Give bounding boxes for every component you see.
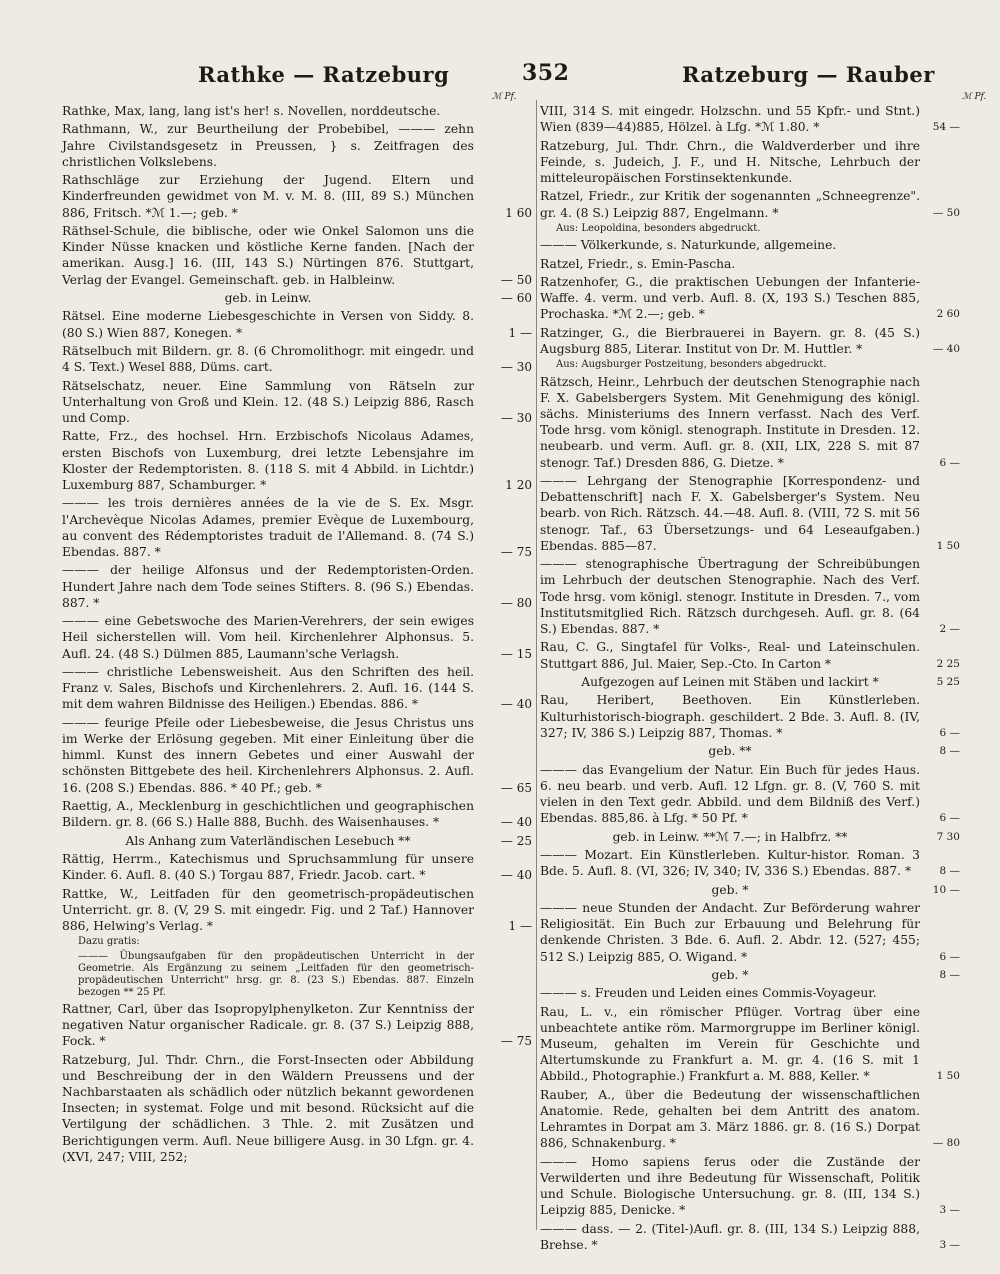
entry-text: Aufgezogen auf Leinen mit Stäben und lackirt * (581, 674, 879, 689)
entry-price: — 65 (500, 780, 532, 795)
catalog-entry (62, 121, 532, 170)
entry-price: 8 — (939, 865, 960, 878)
catalog-entry (540, 967, 960, 983)
entry-price: 1 — (508, 325, 532, 340)
entry-price: 6 — (939, 950, 960, 963)
catalog-entry (540, 900, 960, 965)
entry-text: Raettig, A., Mecklenburg in geschichtlichen und geographischen Bildern. gr. 8. (66 S.) Halle 888, Buchh. des Waisenhauses. * (62, 798, 474, 830)
catalog-entry (540, 829, 960, 845)
entry-text: geb. ** (708, 744, 752, 759)
catalog-entry (540, 274, 960, 323)
entry-price: 1 60 (505, 205, 532, 220)
catalog-entry (540, 847, 960, 879)
entry-price: — 40 (500, 697, 532, 712)
entry-text: Ratzeburg, Jul. Thdr. Chrn., die Forst-Insecten oder Abbildung und Beschreibung der in den Wäldern Preussens und der Nachbarstaaten als schädlich oder nützlich bekannt gewordenen Insecten; in systemat. Folge und mit besond. Rücksicht auf die Vertilgung der schädlichen. 3 Thle. 2. mit Zusätzen und Berichtigungen verm. Aufl. Neue billigere Ausg. in 30 Lfgn. gr. 4. (XVI, 247; VIII, 252; (62, 1052, 474, 1164)
catalog-entry (62, 172, 532, 221)
entry-text: Räthsel-Schule, die biblische, oder wie Onkel Salomon uns die Kinder Nüsse knacken und köstliche Kerne fanden. [Nach der amerikan. Ausg.] 16. (III, 143 S.) Nürtingen 876. Stuttgart, Verlag der Evangel. Gemeinschaft. geb. in Halbleinw. (62, 223, 474, 287)
entry-text: Rättig, Herrm., Katechismus und Spruchsammlung für unsere Kinder. 6. Aufl. 8. (40 S.) Torgau 887, Friedr. Jacob. cart. * (62, 851, 474, 883)
catalog-entry (62, 833, 532, 849)
catalog-entry (62, 613, 532, 662)
entry-text: ——— christliche Lebensweisheit. Aus den Schriften des heil. Franz v. Sales, Bischofs und Kirchenlehrers. 2. Aufl. 16. (144 S. mit dem wahren Bildnisse des Heiligen.) Ebendas. 886. * (62, 664, 474, 712)
catalog-entry (62, 886, 532, 935)
entry-text: geb. * (711, 882, 749, 897)
catalog-entry (62, 378, 532, 427)
entry-text: ——— Lehrgang der Stenographie [Korrespondenz- und Debattenschrift] nach F. X. Gabelsberger's System. Neu bearb. von Rich. Rätzsch. 44.—48. Aufl. 8. (VIII, 72 S. mit 56 stenogr. Taf., 63 Übersetzungs- und 64 Leseaufgaben.) Ebendas. 885—87. (540, 473, 920, 553)
catalog-entry (540, 359, 960, 371)
entry-text: Rätselbuch mit Bildern. gr. 8. (6 Chromolithogr. mit eingedr. und 4 S. Text.) Wesel 888, Düms. cart. (62, 343, 474, 375)
catalog-entry (62, 715, 532, 796)
entry-price: 6 — (939, 726, 960, 739)
catalog-entry (540, 674, 960, 690)
catalog-entry (540, 374, 960, 471)
left-currency-header: ℳ Pf. (492, 92, 517, 102)
entry-price: 54 — (932, 121, 960, 134)
right-currency-header: ℳ Pf. (962, 92, 987, 102)
catalog-entry (62, 103, 532, 119)
entry-text: Ratzel, Friedr., zur Kritik der sogenannten „Schneegrenze". gr. 4. (8 S.) Leipzig 887, Engelmann. * (540, 189, 920, 220)
entry-text: ——— Übungsaufgaben für den propädeutischen Unterricht in der Geometrie. Als Ergänzung zu seinem „Leitfaden für den geometrisch-propädeutischen Unterricht" hrsg. gr. 8. (23 S.) Ebendas. 887. Einzeln bezogen ** 25 Pf. (78, 950, 474, 998)
page-number: 352 (522, 60, 570, 86)
entry-text: ——— les trois dernières années de la vie de S. Ex. Msgr. l'Archevèque Nicolas Adames, premier Evèque de Luxembourg, au convent des Rédemptoristes traduit de l'Allemand. 8. (74 S.) Ebendas. 887. * (62, 496, 474, 559)
catalog-entry (62, 851, 532, 883)
entry-price: 2 — (939, 622, 960, 635)
catalog-entry (62, 936, 532, 948)
entry-price: 7 30 (936, 830, 960, 843)
entry-price: — 30 (500, 410, 532, 425)
entry-text: ——— feurige Pfeile oder Liebesbeweise, die Jesus Christus uns im Werke der Erlösung gegeben. Mit einer Einleitung über die himml. Kunst des innern Gebetes und einer Auswahl der schönsten Bittgebete des heil. Kirchenlehrers Alphonsus. 2. Aufl. 16. (208 S.) Ebendas. 886. * 40 Pf.; geb. * (62, 715, 474, 795)
entry-text: Rattner, Carl, über das Isopropylphenylketon. Zur Kenntniss der negativen Natur organischer Radicale. gr. 8. (37 S.) Leipzig 888, Fock. * (62, 1001, 474, 1049)
catalog-entry (62, 1052, 532, 1165)
catalog-entry (540, 325, 960, 357)
catalog-entry (62, 495, 532, 560)
column-divider (536, 100, 537, 1230)
entry-text: geb. in Leinw. **ℳ 7.—; in Halbfrz. ** (612, 829, 848, 844)
entry-text: Rätzsch, Heinr., Lehrbuch der deutschen Stenographie nach F. X. Gabelsbergers System. Mit Genehmigung des königl. sächs. Ministeriums des Innern verfasst. Nach des Verf. Tode hrsg. vom königl. stenograph. Institute in Dresden. 12. neubearb. und verm. Aufl. gr. 8. (XII, LIX, 228 S. mit 87 stenogr. Taf.) Dresden 886, G. Dietze. * (540, 374, 920, 470)
entry-price: 8 — (939, 968, 960, 981)
entry-price: 1 50 (936, 1070, 960, 1083)
catalog-entry (540, 1221, 960, 1253)
entry-text: ——— das Evangelium der Natur. Ein Buch für jedes Haus. 6. neu bearb. und verb. Aufl. 12 Lfgn. gr. 8. (V, 760 S. mit vielen in den Text gedr. Abbild. und dem Bildniß des Verf.) Ebendas. 885,86. à Lfg. * 50 Pf. * (540, 762, 920, 826)
entry-price: — 75 (500, 1034, 532, 1049)
catalog-entry (62, 290, 532, 306)
entry-text: ——— Mozart. Ein Künstlerleben. Kultur-histor. Roman. 3 Bde. 5. Aufl. 8. (VI, 326; IV, 340; IV, 336 S.) Ebendas. 887. * (540, 847, 920, 879)
entry-text: geb. * (711, 967, 749, 982)
catalog-entry (540, 138, 960, 187)
catalog-entry (540, 743, 960, 759)
entry-text: Rätselschatz, neuer. Eine Sammlung von Rätseln zur Unterhaltung von Groß und Klein. 12. (48 S.) Leipzig 886, Rasch und Comp. (62, 378, 474, 425)
catalog-entry (62, 223, 532, 288)
catalog-entry (540, 103, 960, 135)
catalog-entry (540, 1154, 960, 1219)
catalog-entry (540, 1087, 960, 1152)
entry-price: 1 20 (505, 477, 532, 492)
entry-text: Rau, Heribert, Beethoven. Ein Künstlerleben. Kulturhistorisch-biograph. geschildert. 2 Bde. 3. Aufl. 8. (IV, 327; IV, 386 S.) Leipzig 887, Thomas. * (540, 693, 920, 740)
entry-price: — 50 (932, 206, 960, 219)
catalog-entry (540, 882, 960, 898)
catalog-entry (540, 692, 960, 741)
catalog-entry (62, 1001, 532, 1050)
entry-text: Aus: Augsburger Postzeitung, besonders abgedruckt. (556, 359, 827, 371)
entry-text: Ratzinger, G., die Bierbrauerei in Bayern. gr. 8. (45 S.) Augsburg 885, Literar. Institut von Dr. M. Huttler. * (540, 325, 920, 356)
catalog-entry (540, 985, 960, 1001)
entry-text: ——— der heilige Alfonsus und der Redemptoristen-Orden. Hundert Jahre nach dem Tode seines Stifters. 8. (96 S.) Ebendas. 887. * (62, 563, 474, 610)
catalog-entry (540, 1004, 960, 1085)
catalog-entry (540, 762, 960, 827)
entry-price: — 40 (932, 342, 960, 355)
entry-price: 2 25 (936, 657, 960, 670)
entry-text: ——— Homo sapiens ferus oder die Zustände der Verwilderten und ihre Bedeutung für Wissenschaft, Politik und Schule. Biologische Untersuchung. gr. 8. (III, 134 S.) Leipzig 885, Denicke. * (540, 1154, 920, 1218)
entry-text: ——— eine Gebetswoche des Marien-Verehrers, der sein ewiges Heil sicherstellen will. Vom heil. Kirchenlehrer Alphonsus. 5. Aufl. 24. (48 S.) Dülmen 885, Laumann'sche Verlagsh. (62, 614, 474, 661)
entry-text: Rathschläge zur Erziehung der Jugend. Eltern und Kinderfreunden gewidmet von M. v. M. 8. (III, 89 S.) München 886, Fritsch. *ℳ 1.—; geb. * (62, 173, 474, 220)
entry-price: 3 — (939, 1239, 960, 1252)
entry-price: 1 50 (936, 539, 960, 552)
entry-text: Rätsel. Eine moderne Liebesgeschichte in Versen von Siddy. 8. (80 S.) Wien 887, Konegen. * (62, 309, 474, 340)
left-running-title: Rathke — Ratzeburg (198, 62, 450, 87)
catalog-entry (62, 343, 532, 375)
entry-text: ——— neue Stunden der Andacht. Zur Beförderung wahrer Religiosität. Ein Buch zur Erbauung und Belehrung für denkende Christen. 3 Bde. 6. Aufl. 2. Abdr. 12. (527; 455; 512 S.) Leipzig 885, O. Wigand. * (540, 900, 920, 964)
entry-text: Ratzeburg, Jul. Thdr. Chrn., die Waldverderber und ihre Feinde, s. Judeich, J. F., und H. Nitsche, Lehrbuch der mitteleuropäischen Forstinsektenkunde. (540, 138, 920, 185)
entry-price: 8 — (939, 745, 960, 758)
entry-price: — 80 (500, 595, 532, 610)
entry-text: Dazu gratis: (78, 936, 140, 948)
catalog-entry (540, 256, 960, 272)
entry-text: ——— Völkerkunde, s. Naturkunde, allgemeine. (540, 238, 837, 253)
entry-price: 6 — (939, 812, 960, 825)
entry-price: — 40 (500, 815, 532, 830)
right-column (540, 103, 960, 1255)
left-column (62, 103, 532, 1167)
entry-price: — 50 (500, 272, 532, 287)
entry-text: ——— stenographische Übertragung der Schreibübungen im Lehrbuch der deutschen Stenographie. Nach des Verf. Tode hrsg. vom königl. stenogr. Institute in Dresden. 7., vom Institutsmitglied Rich. Rätzsch durchgeseh. Aufl. gr. 8. (64 S.) Ebendas. 887. * (540, 557, 920, 636)
catalog-entry (540, 639, 960, 671)
catalog-entry (540, 473, 960, 554)
entry-price: — 25 (500, 833, 532, 848)
catalog-entry (540, 556, 960, 637)
entry-price: — 80 (932, 1137, 960, 1150)
catalog-entry (62, 798, 532, 830)
entry-price: 3 — (939, 1204, 960, 1217)
catalog-entry (540, 188, 960, 220)
entry-text: Ratzel, Friedr., s. Emin-Pascha. (540, 256, 736, 271)
entry-text: Rathke, Max, lang, lang ist's her! s. Novellen, norddeutsche. (62, 104, 441, 118)
entry-text: Rauber, A., über die Bedeutung der wissenschaftlichen Anatomie. Rede, gehalten bei dem Antritt des anatom. Lehramtes in Dorpat am 3. März 1886. gr. 8. (16 S.) Dorpat 886, Schnakenburg. * (540, 1087, 920, 1151)
entry-price: — 40 (500, 868, 532, 883)
catalog-entry (62, 562, 532, 611)
entry-price: — 30 (500, 360, 532, 375)
entry-text: Rau, C. G., Singtafel für Volks-, Real- und Lateinschulen. Stuttgart 886, Jul. Maier, Sep.-Cto. In Carton * (540, 640, 920, 671)
entry-text: Aus: Leopoldina, besonders abgedruckt. (556, 222, 761, 234)
entry-text: Rattke, W., Leitfaden für den geometrisch-propädeutischen Unterricht. gr. 8. (V, 29 S. mit eingedr. Fig. und 2 Taf.) Hannover 886, Helwing's Verlag. * (62, 886, 474, 933)
entry-price: — 75 (500, 544, 532, 559)
entry-price: 2 60 (936, 308, 960, 321)
right-running-title: Ratzeburg — Rauber (682, 62, 935, 87)
entry-price: 6 — (939, 456, 960, 469)
entry-price: 10 — (932, 883, 960, 896)
entry-price: — 15 (500, 646, 532, 661)
entry-text: Ratzenhofer, G., die praktischen Uebungen der Infanterie-Waffe. 4. verm. und verb. Aufl. 8. (X, 193 S.) Teschen 885, Prochaska. *ℳ 2.—; geb. * (540, 274, 920, 322)
entry-text: VIII, 314 S. mit eingedr. Holzschn. und 55 Kpfr.- und Stnt.) Wien (839—44)885, Hölzel. à Lfg. *ℳ 1.80. * (540, 104, 920, 135)
entry-text: Rau, L. v., ein römischer Pflüger. Vortrag über eine unbeachtete antike röm. Marmorgruppe im Berliner königl. Museum, gehalten im Verein für Geschichte und Altertumskunde zu Frankfurt a. M. gr. 4. (16 S. mit 1 Abbild., Photographie.) Frankfurt a. M. 888, Keller. * (540, 1004, 920, 1084)
entry-price: 5 25 (936, 675, 960, 688)
entry-text: geb. in Leinw. (224, 290, 312, 305)
entry-price: — 60 (500, 290, 532, 305)
entry-text: ——— dass. — 2. (Titel-)Aufl. gr. 8. (III, 134 S.) Leipzig 888, Brehse. * (540, 1221, 920, 1253)
page-header (0, 60, 1000, 94)
catalog-entry (62, 951, 532, 999)
catalog-entry (62, 664, 532, 713)
entry-price: 1 — (508, 918, 532, 933)
catalog-entry (540, 237, 960, 253)
entry-text: Rathmann, W., zur Beurtheilung der Probebibel, ——— zehn Jahre Civilstandsgesetz in Preussen, } s. Zeitfragen des christlichen Volkslebens. (62, 122, 474, 169)
catalog-entry (62, 308, 532, 340)
catalog-entry (540, 223, 960, 235)
catalog-entry (62, 428, 532, 493)
entry-text: Als Anhang zum Vaterländischen Lesebuch ** (125, 833, 411, 848)
entry-text: ——— s. Freuden und Leiden eines Commis-Voyageur. (540, 986, 877, 1001)
entry-text: Ratte, Frz., des hochsel. Hrn. Erzbischofs Nicolaus Adames, ersten Bischofs von Luxemburg, drei letzte Lebensjahre im Kloster der Redemptoristen. 8. (118 S. mit 4 Abbild. in Lichtdr.) Luxemburg 887, Schamburger. * (62, 429, 474, 492)
